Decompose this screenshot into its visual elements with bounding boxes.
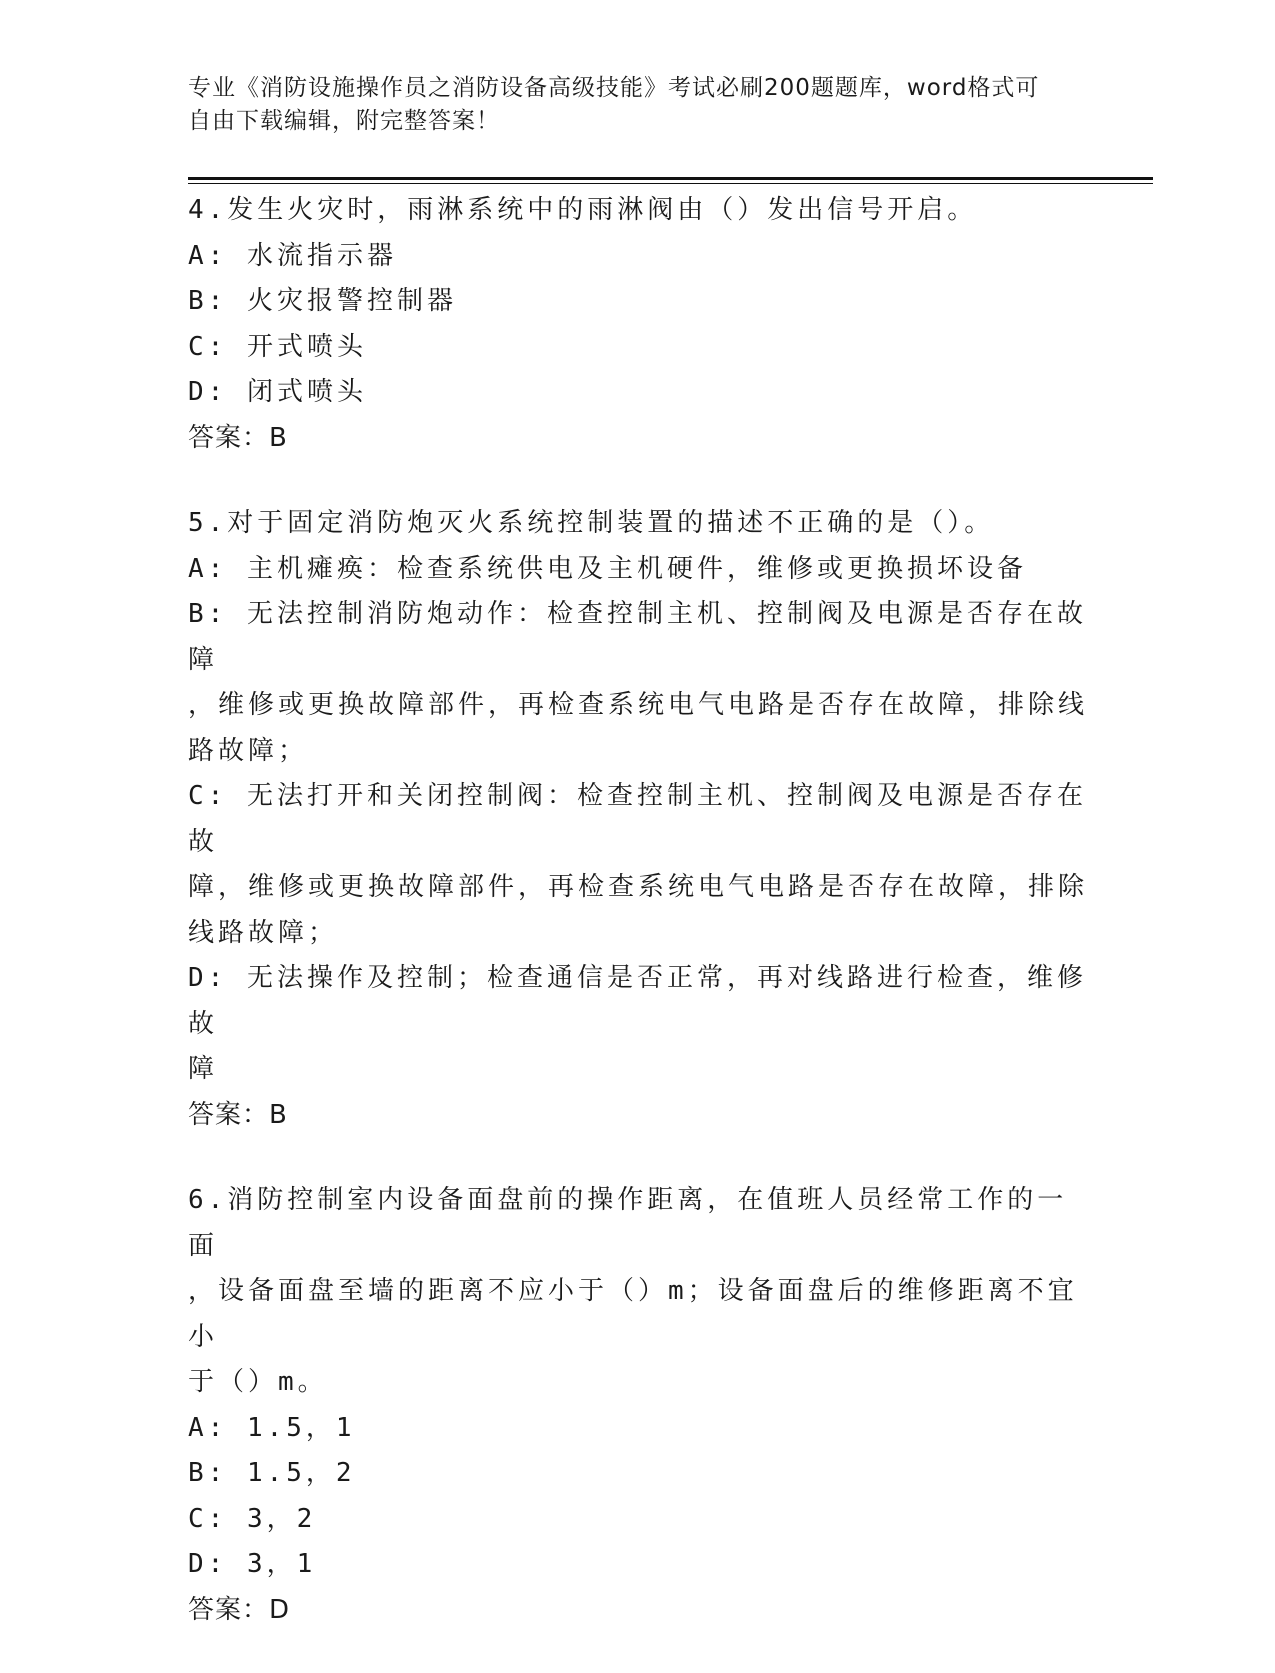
option-b: B: 火灾报警控制器 (188, 286, 457, 316)
option-c: C: 无法打开和关闭控制阀：检查控制主机、控制阀及电源是否存在故 (188, 781, 1087, 857)
question-stem-cont: 于（）m。 (188, 1367, 328, 1397)
header-divider-thin (188, 183, 1153, 184)
option-d: D: 闭式喷头 (188, 377, 367, 407)
option-b: B: 无法控制消防炮动作：检查控制主机、控制阀及电源是否存在故障 (188, 599, 1087, 675)
answer-label: 答案：B (188, 422, 288, 453)
question-6 (188, 1178, 1088, 1633)
document-header (188, 72, 1088, 138)
option-b-cont: 路故障； (188, 735, 309, 766)
question-stem: 6.消防控制室内设备面盘前的操作距离，在值班人员经常工作的一面 (188, 1185, 1068, 1261)
option-d-cont: 障 (188, 1054, 219, 1084)
header-line: 自由下载编辑，附完整答案！ (188, 108, 500, 134)
question-list (188, 188, 1088, 1673)
question-stem-cont: ，设备面盘至墙的距离不应小于（）m；设备面盘后的维修距离不宜小 (188, 1276, 1078, 1352)
option-b-cont: ，维修或更换故障部件，再检查系统电气电路是否存在故障，排除线 (188, 690, 1089, 720)
header-line: 专业《消防设施操作员之消防设备高级技能》考试必刷200题题库，word格式可 (188, 75, 1040, 101)
option-a: A: 水流指示器 (188, 240, 397, 271)
question-stem: 4.发生火灾时，雨淋系统中的雨淋阀由（）发出信号开启。 (188, 195, 978, 225)
header-divider (188, 177, 1153, 180)
option-b: B: 1.5，2 (188, 1458, 356, 1488)
option-a: A: 主机瘫痪：检查系统供电及主机硬件，维修或更换损坏设备 (188, 553, 1027, 584)
option-d: D: 3，1 (188, 1549, 317, 1579)
option-d: D: 无法操作及控制；检查通信是否正常，再对线路进行检查，维修故 (188, 963, 1087, 1039)
option-c-cont: 障，维修或更换故障部件，再检查系统电气电路是否存在故障，排除 (188, 872, 1089, 902)
option-c-cont: 线路故障； (188, 917, 339, 948)
answer-label: 答案：B (188, 1099, 288, 1130)
answer-label: 答案：D (188, 1594, 291, 1625)
question-4 (188, 188, 1088, 461)
question-5 (188, 501, 1088, 1138)
option-a: A: 1.5，1 (188, 1412, 356, 1443)
option-c: C: 3，2 (188, 1503, 317, 1534)
question-stem: 5.对于固定消防炮灭火系统控制装置的描述不正确的是（）。 (188, 508, 995, 538)
option-c: C: 开式喷头 (188, 331, 367, 362)
